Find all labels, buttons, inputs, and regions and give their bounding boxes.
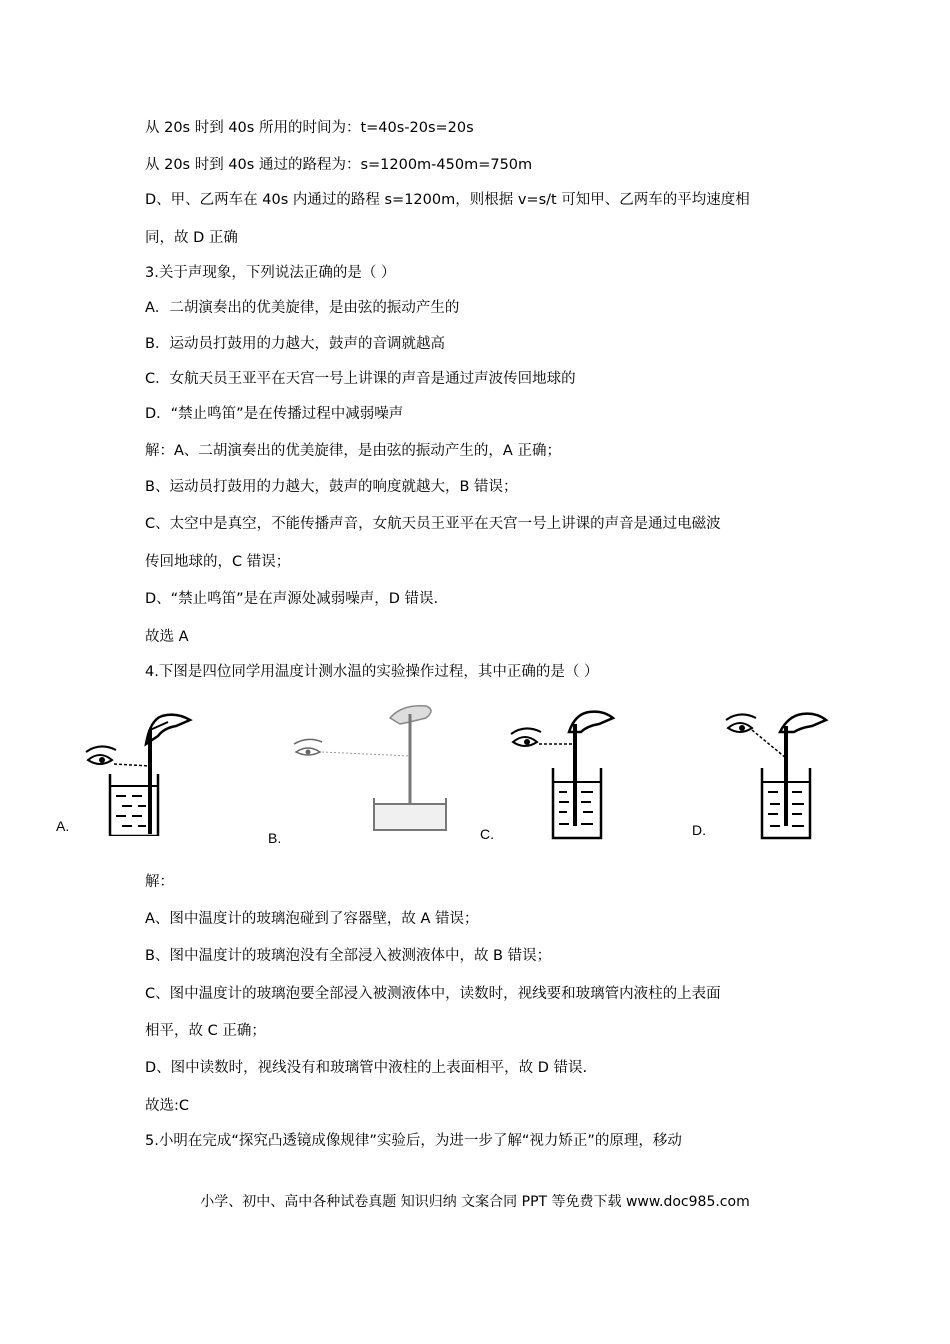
option-d: D．“禁止鸣笛”是在传播过程中减弱噪声 bbox=[145, 406, 404, 422]
thermometer-illustration bbox=[290, 700, 450, 832]
solution-line: D、“禁止鸣笛”是在声源处减弱噪声，D 错误. bbox=[145, 591, 439, 607]
question-3-stem: 3.关于声现象，下列说法正确的是（ ） bbox=[145, 265, 396, 281]
answer-line: 故选:C bbox=[145, 1098, 190, 1114]
text-line: 从 20s 时到 40s 所用的时间为：t=40s-20s=20s bbox=[145, 120, 474, 136]
figure-d bbox=[722, 708, 842, 840]
page-footer: 小学、初中、高中各种试卷真题 知识归纳 文案合同 PPT 等免费下载 www.doc985.com bbox=[200, 1194, 750, 1210]
thermometer-illustration bbox=[505, 706, 625, 840]
figure-label-d: D. bbox=[692, 822, 706, 838]
thermometer-illustration bbox=[722, 708, 842, 840]
option-b: B．运动员打鼓用的力越大，鼓声的音调就越高 bbox=[145, 336, 445, 352]
question-4-stem: 4.下图是四位同学用温度计测水温的实验操作过程，其中正确的是（ ） bbox=[145, 664, 599, 680]
question-5-stem: 5.小明在完成“探究凸透镜成像规律”实验后，为进一步了解“视力矫正”的原理，移动 bbox=[145, 1133, 682, 1149]
figure-c bbox=[505, 706, 625, 840]
solution-line: 解： bbox=[145, 874, 174, 890]
answer-line: 故选 A bbox=[145, 629, 189, 645]
solution-line: D、图中读数时，视线没有和玻璃管中液柱的上表面相平，故 D 错误. bbox=[145, 1060, 588, 1076]
figure-label-b: B. bbox=[268, 830, 282, 846]
solution-line: B、运动员打鼓用的力越大，鼓声的响度就越大，B 错误； bbox=[145, 479, 518, 495]
solution-line: 传回地球的，C 错误； bbox=[145, 554, 291, 570]
figure-label-a: A. bbox=[56, 818, 70, 834]
solution-line: 解：A、二胡演奏出的优美旋律，是由弦的振动产生的，A 正确； bbox=[145, 443, 561, 459]
option-c: C．女航天员王亚平在天宫一号上讲课的声音是通过声波传回地球的 bbox=[145, 371, 576, 387]
thermometer-illustration bbox=[80, 706, 200, 836]
text-line: D、甲、乙两车在 40s 内通过的路程 s=1200m，则根据 v=s/t 可知甲、乙两车的平均速度相 bbox=[145, 192, 750, 208]
figure-b bbox=[290, 700, 450, 832]
solution-line: C、太空中是真空，不能传播声音，女航天员王亚平在天宫一号上讲课的声音是通过电磁波 bbox=[145, 516, 721, 532]
solution-line: B、图中温度计的玻璃泡没有全部浸入被测液体中，故 B 错误； bbox=[145, 948, 552, 964]
text-line: 同，故 D 正确 bbox=[145, 230, 238, 246]
figure-a bbox=[80, 706, 200, 836]
text-line: 从 20s 时到 40s 通过的路程为：s=1200m-450m=750m bbox=[145, 157, 533, 173]
option-a: A．二胡演奏出的优美旋律，是由弦的振动产生的 bbox=[145, 300, 460, 316]
solution-line: 相平，故 C 正确； bbox=[145, 1023, 266, 1039]
solution-line: A、图中温度计的玻璃泡碰到了容器壁，故 A 错误； bbox=[145, 911, 479, 927]
figure-label-c: C. bbox=[480, 826, 494, 842]
solution-line: C、图中温度计的玻璃泡要全部浸入被测液体中，读数时，视线要和玻璃管内液柱的上表面 bbox=[145, 986, 721, 1002]
